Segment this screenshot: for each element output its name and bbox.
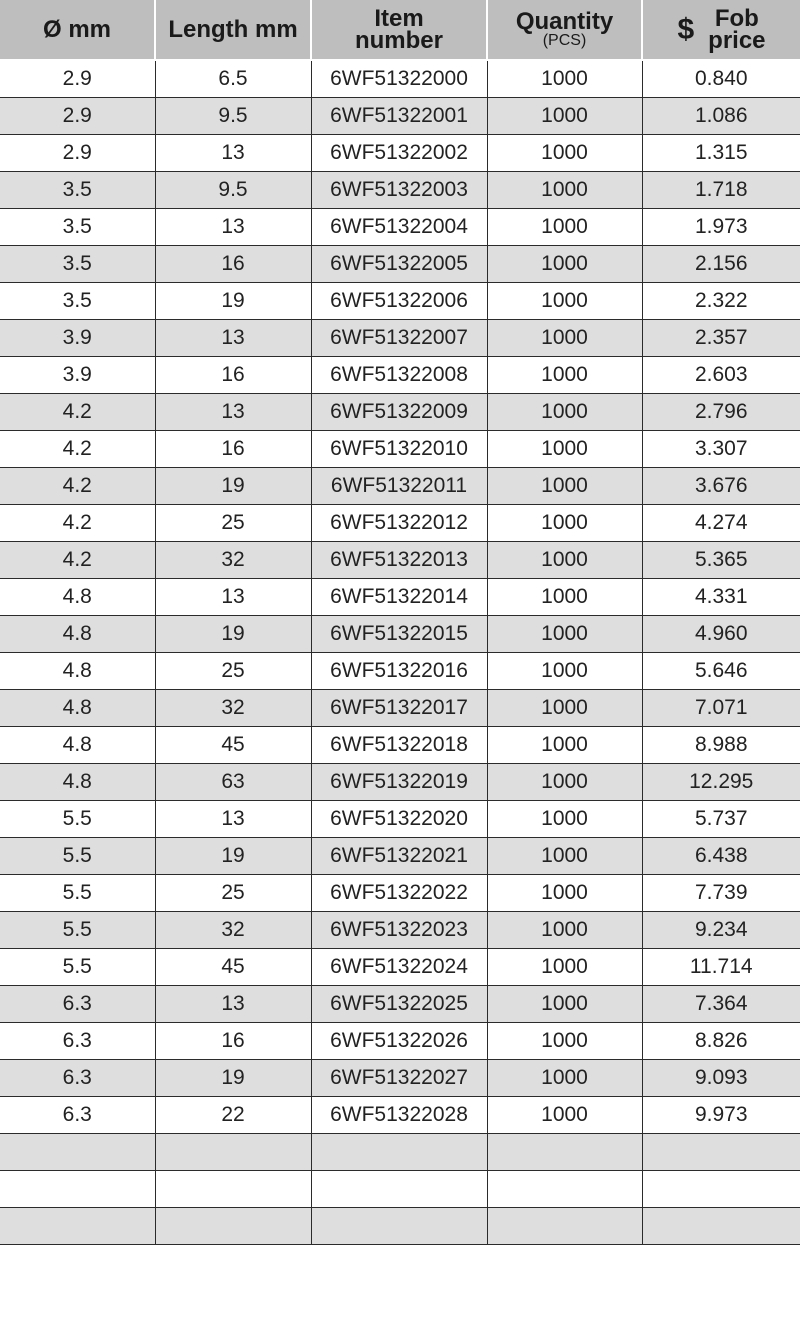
header-fob-price: $ Fob price	[642, 0, 800, 60]
cell-price: 7.739	[642, 875, 800, 912]
cell-item-number: 6WF51322028	[311, 1097, 487, 1134]
table-row	[0, 838, 800, 875]
cell-diameter	[0, 1171, 155, 1208]
cell-quantity	[487, 1208, 642, 1245]
table-row	[0, 320, 800, 357]
cell-quantity: 1000	[487, 616, 642, 653]
cell-price: 4.960	[642, 616, 800, 653]
table-header	[0, 0, 800, 60]
table-row	[0, 986, 800, 1023]
cell-quantity: 1000	[487, 283, 642, 320]
header-item-number: Item number	[311, 0, 487, 60]
cell-price	[642, 1208, 800, 1245]
cell-length: 13	[155, 394, 311, 431]
cell-item-number: 6WF51322010	[311, 431, 487, 468]
cell-diameter: 6.3	[0, 1097, 155, 1134]
cell-length: 19	[155, 838, 311, 875]
cell-quantity: 1000	[487, 172, 642, 209]
cell-diameter: 5.5	[0, 875, 155, 912]
cell-item-number: 6WF51322019	[311, 764, 487, 801]
cell-quantity: 1000	[487, 986, 642, 1023]
table-row	[0, 135, 800, 172]
cell-diameter: 6.3	[0, 1023, 155, 1060]
header-quantity: Quantity (PCS)	[487, 0, 642, 60]
cell-length: 16	[155, 1023, 311, 1060]
cell-price: 9.973	[642, 1097, 800, 1134]
table-row	[0, 209, 800, 246]
cell-length: 19	[155, 283, 311, 320]
cell-price: 11.714	[642, 949, 800, 986]
cell-price: 5.737	[642, 801, 800, 838]
table-row	[0, 875, 800, 912]
cell-quantity: 1000	[487, 320, 642, 357]
table-row	[0, 172, 800, 209]
cell-diameter: 3.9	[0, 320, 155, 357]
table-row	[0, 357, 800, 394]
cell-length: 16	[155, 431, 311, 468]
cell-price: 2.357	[642, 320, 800, 357]
cell-length: 13	[155, 320, 311, 357]
cell-quantity: 1000	[487, 357, 642, 394]
cell-item-number: 6WF51322005	[311, 246, 487, 283]
cell-quantity: 1000	[487, 505, 642, 542]
table-row	[0, 949, 800, 986]
table-row	[0, 616, 800, 653]
table-row	[0, 653, 800, 690]
cell-quantity: 1000	[487, 246, 642, 283]
cell-price: 12.295	[642, 764, 800, 801]
table-row	[0, 394, 800, 431]
cell-diameter: 4.2	[0, 468, 155, 505]
cell-quantity: 1000	[487, 542, 642, 579]
cell-item-number: 6WF51322021	[311, 838, 487, 875]
table-row	[0, 1097, 800, 1134]
table-row	[0, 1171, 800, 1208]
cell-length: 63	[155, 764, 311, 801]
table-row	[0, 579, 800, 616]
cell-length: 25	[155, 875, 311, 912]
cell-quantity: 1000	[487, 98, 642, 135]
table-row	[0, 690, 800, 727]
cell-diameter: 4.2	[0, 394, 155, 431]
cell-diameter: 4.8	[0, 690, 155, 727]
cell-length: 13	[155, 579, 311, 616]
cell-length: 9.5	[155, 98, 311, 135]
table-body	[0, 60, 800, 1245]
cell-length: 16	[155, 246, 311, 283]
cell-item-number: 6WF51322025	[311, 986, 487, 1023]
table-row	[0, 468, 800, 505]
table-row	[0, 1208, 800, 1245]
cell-quantity: 1000	[487, 60, 642, 98]
cell-quantity: 1000	[487, 579, 642, 616]
cell-length: 22	[155, 1097, 311, 1134]
cell-diameter: 5.5	[0, 949, 155, 986]
cell-item-number: 6WF51322000	[311, 60, 487, 98]
dollar-icon: $	[677, 12, 695, 46]
cell-quantity: 1000	[487, 764, 642, 801]
cell-diameter: 4.8	[0, 727, 155, 764]
header-diameter: Ø mm	[0, 0, 155, 60]
cell-item-number: 6WF51322014	[311, 579, 487, 616]
cell-item-number: 6WF51322003	[311, 172, 487, 209]
cell-diameter: 3.5	[0, 246, 155, 283]
cell-length: 19	[155, 1060, 311, 1097]
cell-item-number: 6WF51322008	[311, 357, 487, 394]
cell-quantity: 1000	[487, 727, 642, 764]
cell-length: 25	[155, 505, 311, 542]
cell-price: 5.646	[642, 653, 800, 690]
cell-quantity: 1000	[487, 690, 642, 727]
cell-diameter: 4.8	[0, 764, 155, 801]
cell-length: 25	[155, 653, 311, 690]
cell-diameter: 6.3	[0, 986, 155, 1023]
cell-quantity: 1000	[487, 1060, 642, 1097]
cell-item-number	[311, 1134, 487, 1171]
cell-item-number	[311, 1171, 487, 1208]
cell-price: 7.364	[642, 986, 800, 1023]
cell-quantity: 1000	[487, 912, 642, 949]
cell-item-number: 6WF51322022	[311, 875, 487, 912]
cell-price: 9.093	[642, 1060, 800, 1097]
cell-diameter: 4.8	[0, 579, 155, 616]
cell-diameter	[0, 1208, 155, 1245]
cell-item-number: 6WF51322018	[311, 727, 487, 764]
table-row	[0, 801, 800, 838]
cell-diameter: 4.8	[0, 616, 155, 653]
cell-quantity: 1000	[487, 801, 642, 838]
cell-diameter: 3.5	[0, 209, 155, 246]
cell-length: 9.5	[155, 172, 311, 209]
table-row	[0, 912, 800, 949]
cell-item-number: 6WF51322013	[311, 542, 487, 579]
cell-item-number: 6WF51322002	[311, 135, 487, 172]
header-length: Length mm	[155, 0, 311, 60]
cell-diameter: 2.9	[0, 98, 155, 135]
cell-length	[155, 1171, 311, 1208]
cell-length: 45	[155, 727, 311, 764]
cell-quantity: 1000	[487, 838, 642, 875]
header-row	[0, 0, 800, 60]
cell-length: 16	[155, 357, 311, 394]
cell-item-number	[311, 1208, 487, 1245]
cell-item-number: 6WF51322026	[311, 1023, 487, 1060]
table-row	[0, 542, 800, 579]
cell-item-number: 6WF51322017	[311, 690, 487, 727]
cell-quantity: 1000	[487, 949, 642, 986]
table-row	[0, 98, 800, 135]
cell-diameter: 3.5	[0, 283, 155, 320]
cell-quantity: 1000	[487, 394, 642, 431]
cell-length: 32	[155, 542, 311, 579]
cell-quantity: 1000	[487, 209, 642, 246]
cell-length: 6.5	[155, 60, 311, 98]
cell-price: 2.322	[642, 283, 800, 320]
cell-length: 19	[155, 616, 311, 653]
cell-price: 1.973	[642, 209, 800, 246]
cell-quantity	[487, 1171, 642, 1208]
cell-price	[642, 1171, 800, 1208]
cell-price: 2.603	[642, 357, 800, 394]
cell-price: 2.156	[642, 246, 800, 283]
cell-quantity: 1000	[487, 1023, 642, 1060]
cell-item-number: 6WF51322027	[311, 1060, 487, 1097]
cell-diameter: 5.5	[0, 912, 155, 949]
cell-price: 5.365	[642, 542, 800, 579]
cell-length: 13	[155, 986, 311, 1023]
cell-item-number: 6WF51322016	[311, 653, 487, 690]
cell-length: 45	[155, 949, 311, 986]
cell-price: 8.826	[642, 1023, 800, 1060]
table-row	[0, 60, 800, 98]
table-row	[0, 1060, 800, 1097]
cell-length: 13	[155, 135, 311, 172]
cell-item-number: 6WF51322024	[311, 949, 487, 986]
cell-item-number: 6WF51322023	[311, 912, 487, 949]
cell-item-number: 6WF51322009	[311, 394, 487, 431]
cell-price: 0.840	[642, 60, 800, 98]
cell-price: 1.315	[642, 135, 800, 172]
cell-quantity	[487, 1134, 642, 1171]
cell-price: 9.234	[642, 912, 800, 949]
table-row	[0, 431, 800, 468]
cell-quantity: 1000	[487, 875, 642, 912]
cell-item-number: 6WF51322007	[311, 320, 487, 357]
cell-diameter: 4.2	[0, 431, 155, 468]
cell-item-number: 6WF51322004	[311, 209, 487, 246]
table-row	[0, 1023, 800, 1060]
cell-diameter: 5.5	[0, 801, 155, 838]
cell-item-number: 6WF51322012	[311, 505, 487, 542]
cell-item-number: 6WF51322015	[311, 616, 487, 653]
cell-price: 8.988	[642, 727, 800, 764]
table-row	[0, 246, 800, 283]
cell-price: 3.307	[642, 431, 800, 468]
cell-item-number: 6WF51322001	[311, 98, 487, 135]
cell-price: 6.438	[642, 838, 800, 875]
cell-quantity: 1000	[487, 135, 642, 172]
cell-length: 32	[155, 690, 311, 727]
cell-price: 7.071	[642, 690, 800, 727]
cell-diameter: 2.9	[0, 60, 155, 98]
cell-price: 3.676	[642, 468, 800, 505]
cell-length: 13	[155, 209, 311, 246]
cell-price: 1.718	[642, 172, 800, 209]
cell-quantity: 1000	[487, 468, 642, 505]
cell-diameter: 5.5	[0, 838, 155, 875]
cell-length: 13	[155, 801, 311, 838]
cell-quantity: 1000	[487, 1097, 642, 1134]
table-row	[0, 283, 800, 320]
cell-item-number: 6WF51322020	[311, 801, 487, 838]
header-quantity-unit: (PCS)	[542, 31, 587, 49]
cell-price: 1.086	[642, 98, 800, 135]
cell-diameter: 4.2	[0, 505, 155, 542]
table-row	[0, 505, 800, 542]
cell-length: 19	[155, 468, 311, 505]
cell-price: 2.796	[642, 394, 800, 431]
cell-diameter: 4.8	[0, 653, 155, 690]
cell-diameter: 3.9	[0, 357, 155, 394]
cell-quantity: 1000	[487, 431, 642, 468]
cell-diameter: 4.2	[0, 542, 155, 579]
cell-diameter: 3.5	[0, 172, 155, 209]
cell-item-number: 6WF51322011	[311, 468, 487, 505]
table-row	[0, 764, 800, 801]
cell-quantity: 1000	[487, 653, 642, 690]
table-row	[0, 727, 800, 764]
cell-length: 32	[155, 912, 311, 949]
cell-price	[642, 1134, 800, 1171]
cell-length	[155, 1208, 311, 1245]
cell-price: 4.331	[642, 579, 800, 616]
cell-diameter	[0, 1134, 155, 1171]
table-row	[0, 1134, 800, 1171]
cell-item-number: 6WF51322006	[311, 283, 487, 320]
cell-price: 4.274	[642, 505, 800, 542]
cell-diameter: 6.3	[0, 1060, 155, 1097]
cell-diameter: 2.9	[0, 135, 155, 172]
cell-length	[155, 1134, 311, 1171]
